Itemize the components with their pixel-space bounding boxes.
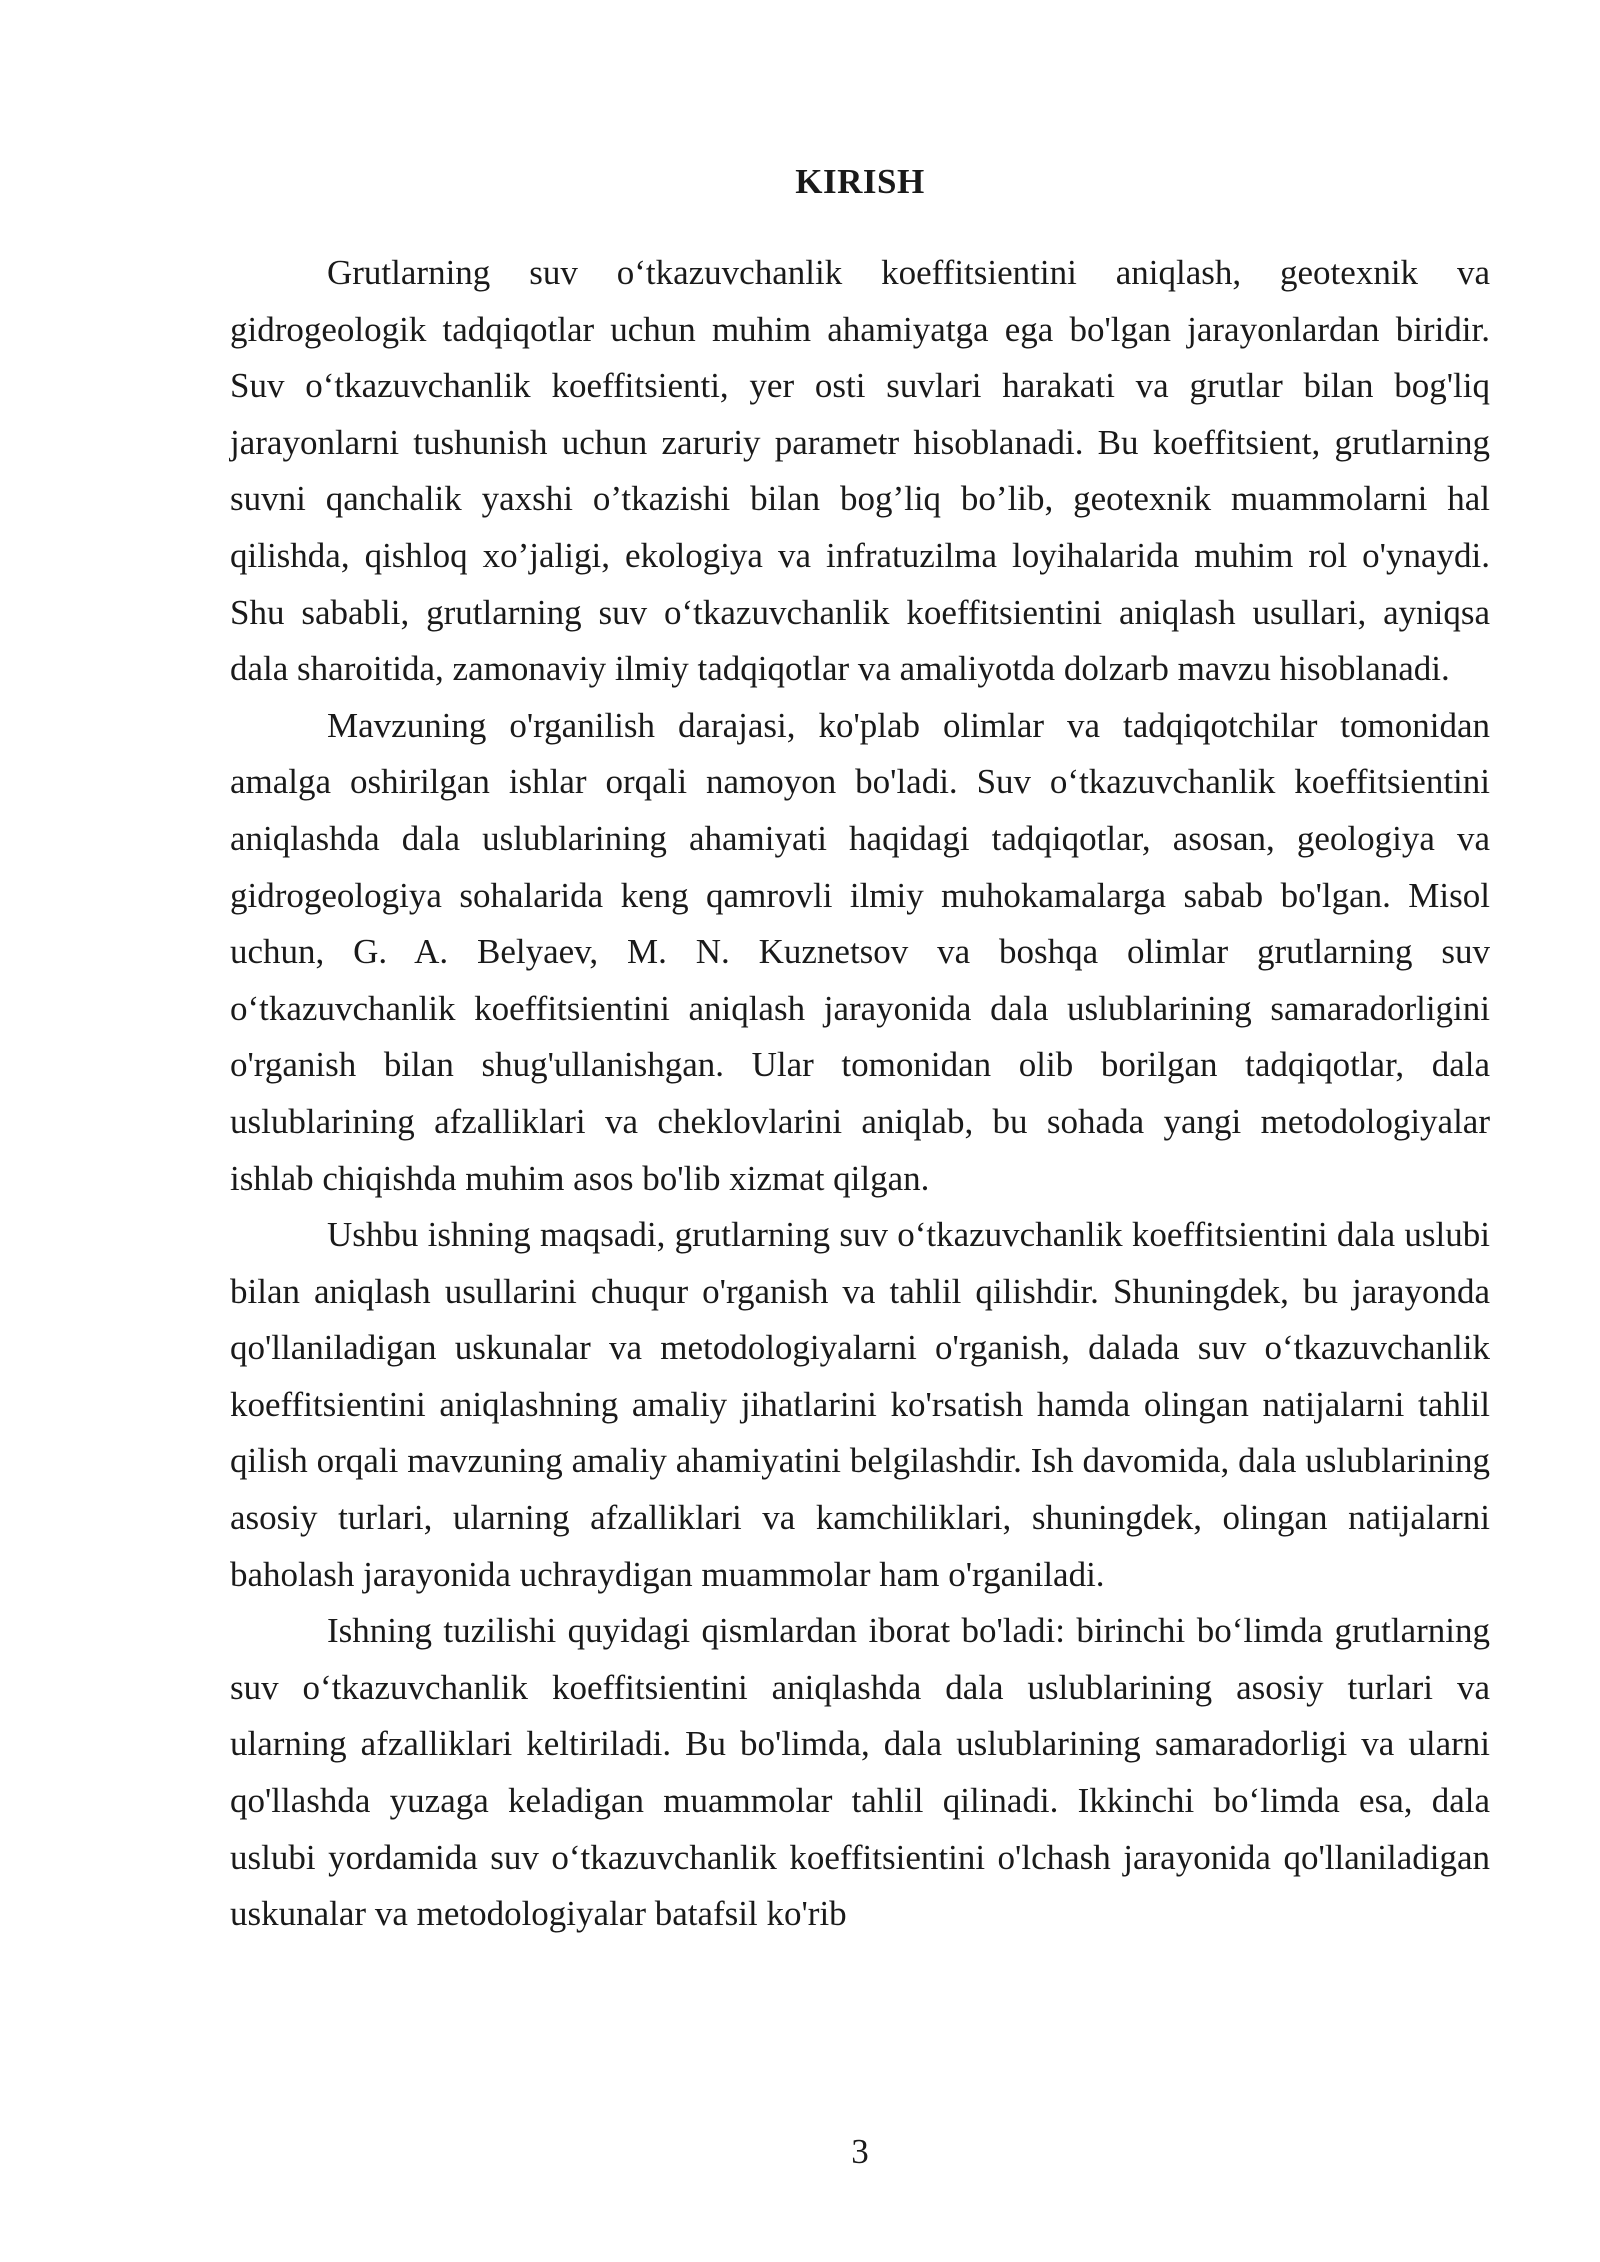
paragraph-structure: Ishning tuzilishi quyidagi qismlardan iborat bo'ladi: birinchi bo‘limda grutlarning suv o‘tkazuvchanlik koeffitsientini aniqlashda dala uslublarining asosiy turlari va ularning afzalliklari keltiriladi. Bu bo'limda, dala uslublarining samaradorligi va ularni qo'llashda yuzaga keladigan muammolar tahlil qilinadi. Ikkinchi bo‘limda esa, dala uslubi yordamida suv o‘tkazuvchanlik koeffitsientini o'lchash jarayonida qo'llaniladigan uskunalar va metodologiyalar batafsil ko'rib <box>230 1611 1490 1934</box>
paragraph-research-level: Mavzuning o'rganilish darajasi, ko'plab olimlar va tadqiqotchilar tomonidan amalga oshirilgan ishlar orqali namoyon bo'ladi. Suv o‘tkazuvchanlik koeffitsientini aniqlashda dala uslublarining ahamiyati haqidagi tadqiqotlar, asosan, geologiya va gidrogeologiya sohalarida keng qamrovli ilmiy muhokamalarga sabab bo'lgan. Misol uchun, G. A. Belyaev, M. N. Kuznetsov va boshqa olimlar grutlarning suv o‘tkazuvchanlik koeffitsientini aniqlash jarayonida dala uslublarining samaradorligini o'rganish bilan shug'ullanishgan. Ular tomonidan olib borilgan tadqiqotlar, dala uslublarining afzalliklari va cheklovlarini aniqlab, bu sohada yangi metodologiyalar ishlab chiqishda muhim asos bo'lib xizmat qilgan. <box>230 705 1490 1198</box>
body-text <box>230 245 1490 1943</box>
paragraph-purpose: Ushbu ishning maqsadi, grutlarning suv o‘tkazuvchanlik koeffitsientini dala uslubi bilan aniqlash usullarini chuqur o'rganish va tahlil qilishdir. Shuningdek, bu jarayonda qo'llaniladigan uskunalar va metodologiyalarni o'rganish, dalada suv o‘tkazuvchanlik koeffitsientini aniqlashning amaliy jihatlarini ko'rsatish hamda olingan natijalarni tahlil qilish orqali mavzuning amaliy ahamiyatini belgilashdir. Ish davomida, dala uslublarining asosiy turlari, ularning afzalliklari va kamchiliklari, shuningdek, olingan natijalarni baholash jarayonida uchraydigan muammolar ham o'rganiladi. <box>230 1215 1490 1594</box>
paragraph-introduction: Grutlarning suv o‘tkazuvchanlik koeffitsientini aniqlash, geotexnik va gidrogeologik tadqiqotlar uchun muhim ahamiyatga ega bo'lgan jarayonlardan biridir. Suv o‘tkazuvchanlik koeffitsienti, yer osti suvlari harakati va grutlar bilan bog'liq jarayonlarni tushunish uchun zaruriy parametr hisoblanadi. Bu koeffitsient, grutlarning suvni qanchalik yaxshi o’tkazishi bilan bog’liq bo’lib, geotexnik muammolarni hal qilishda, qishloq xo’jaligi, ekologiya va infratuzilma loyihalarida muhim rol o'ynaydi. Shu sababli, grutlarning suv o‘tkazuvchanlik koeffitsientini aniqlash usullari, ayniqsa dala sharoitida, zamonaviy ilmiy tadqiqotlar va amaliyotda dolzarb mavzu hisoblanadi. <box>230 253 1490 689</box>
section-title: KIRISH <box>795 162 925 201</box>
page-number: 3 <box>851 2132 869 2171</box>
